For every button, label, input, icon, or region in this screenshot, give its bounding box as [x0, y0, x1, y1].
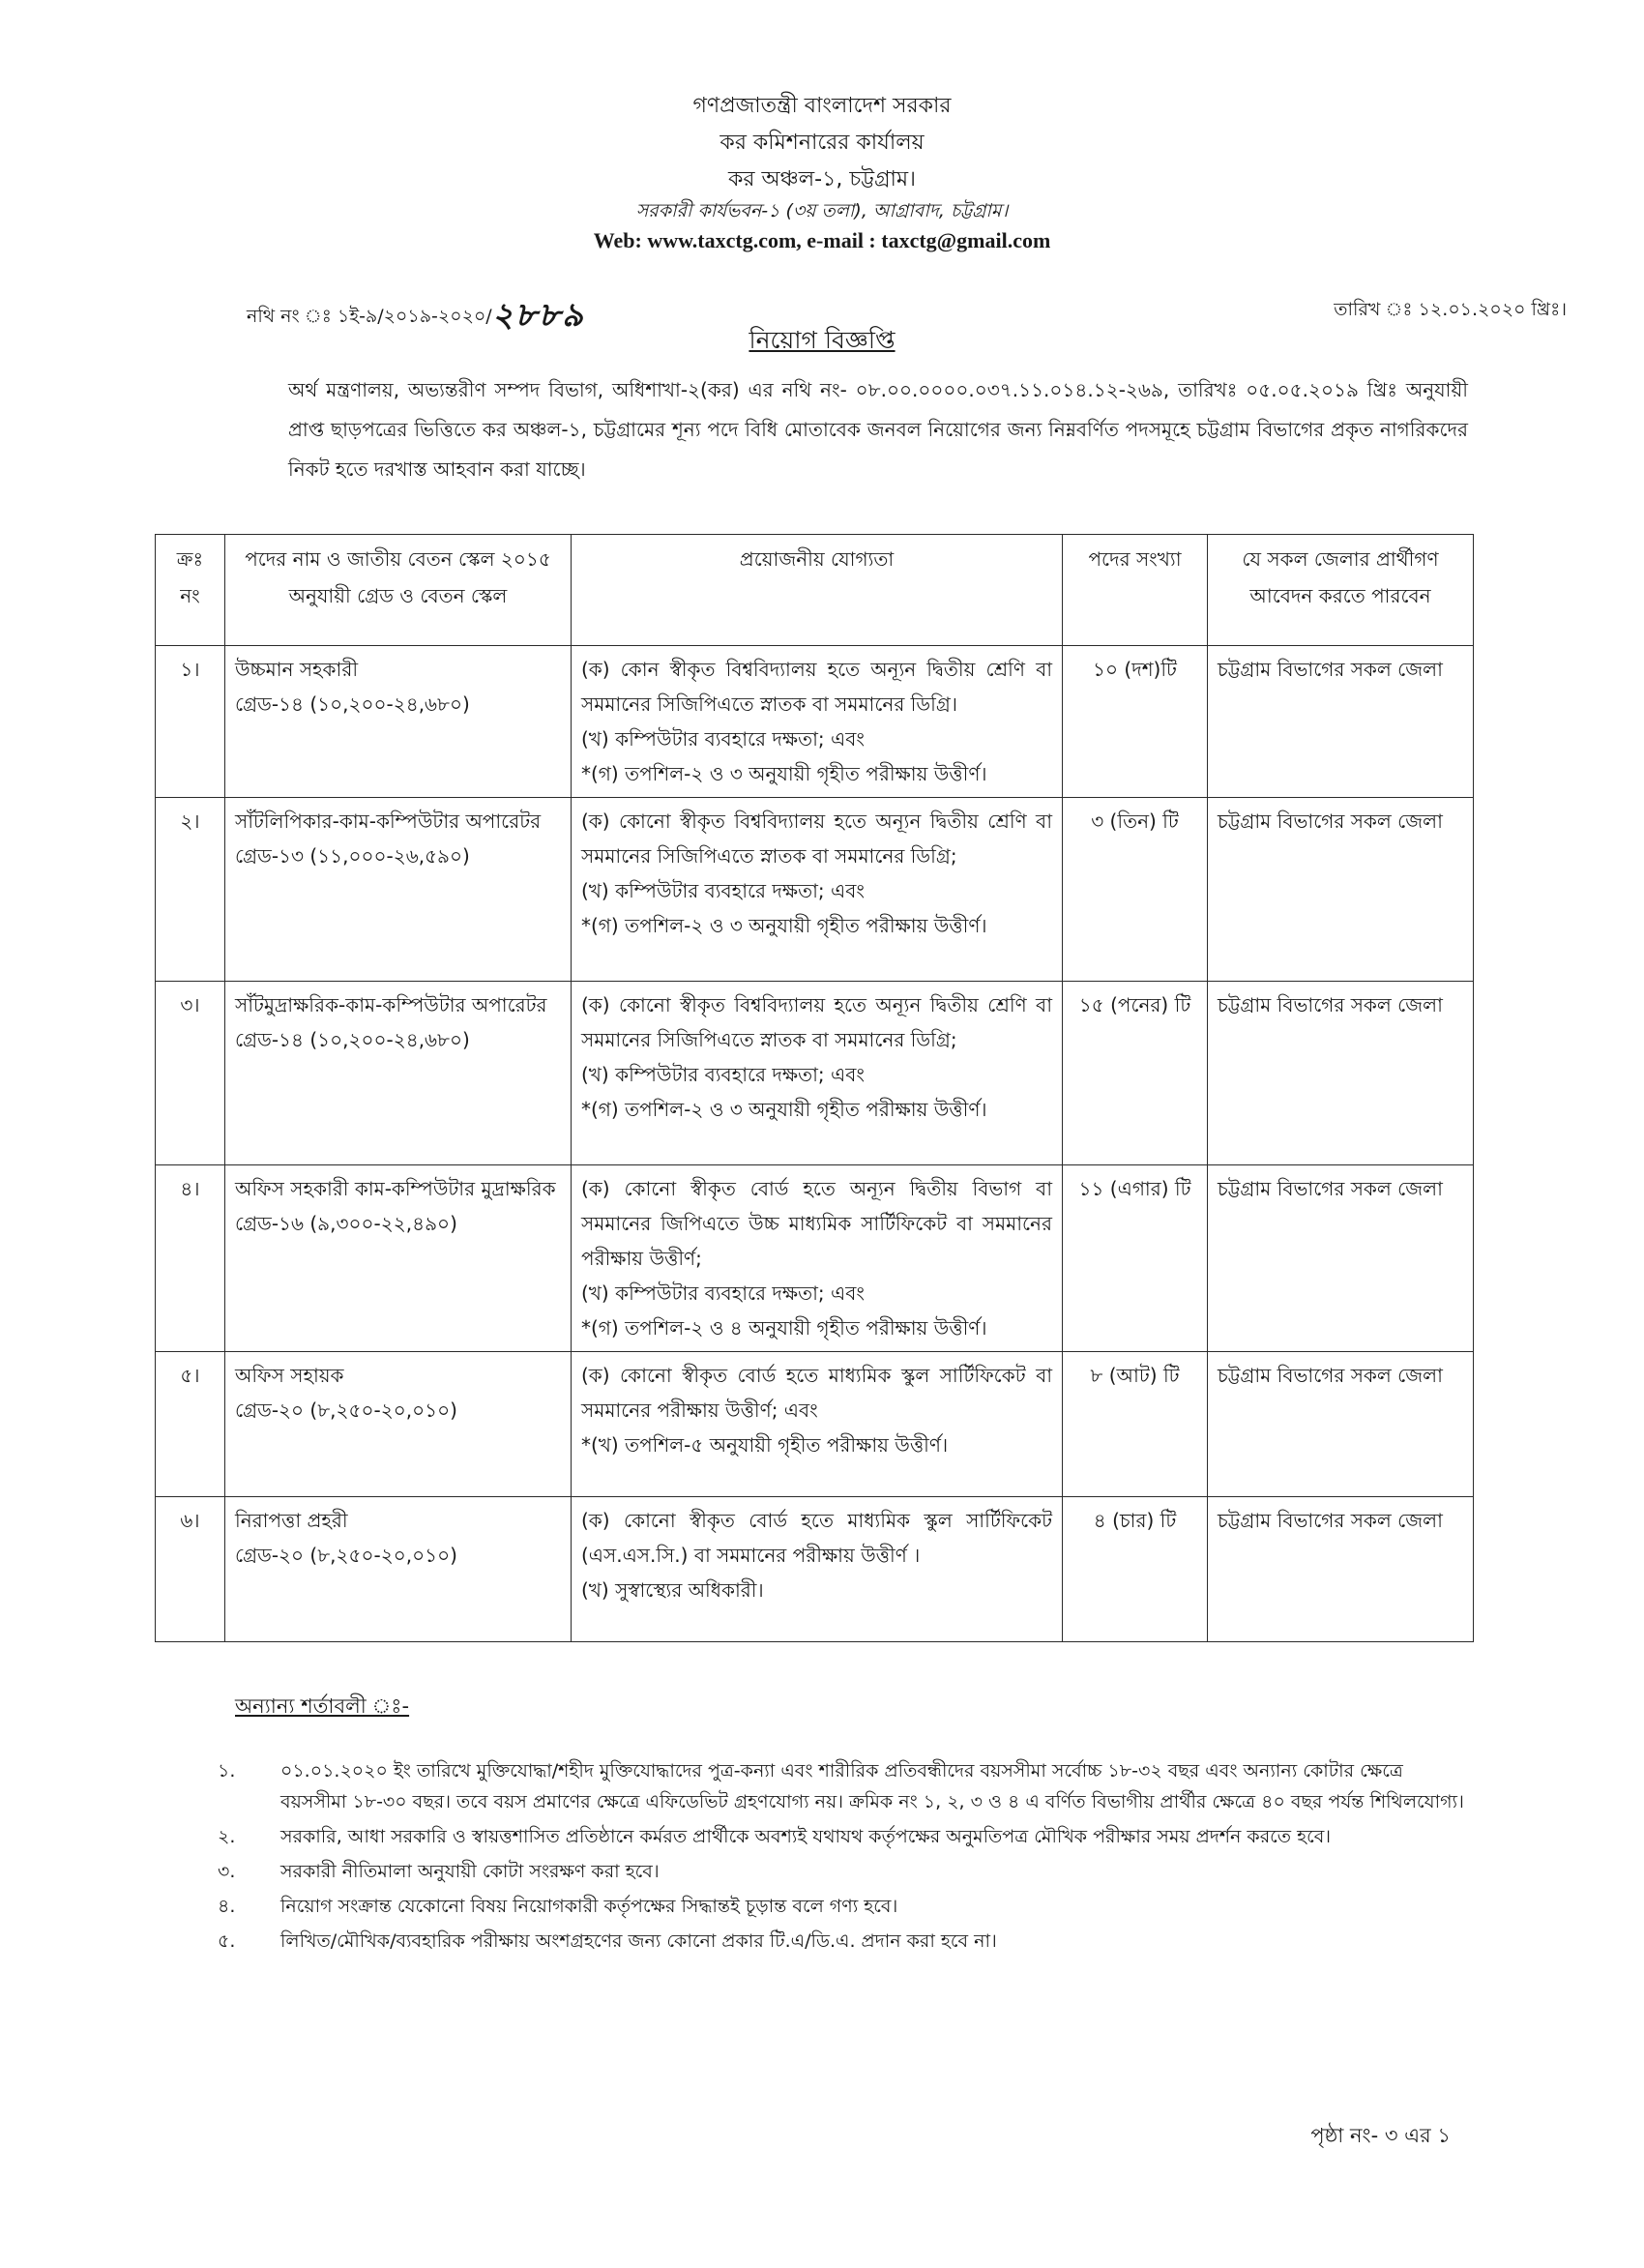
qualification-item: *(গ) তপশিল-২ ও ৪ অনুযায়ী গৃহীত পরীক্ষায় উত্তীর্ণ।	[581, 1316, 987, 1340]
row-count	[1063, 982, 1208, 1165]
qualification-item: (ক) কোন স্বীকৃত বিশ্ববিদ্যালয় হতে অন্যূন দ্বিতীয় শ্রেণি বা সমমানের সিজিপিএতে স্নাতক বা সমমানের ডিগ্রি।	[581, 658, 1052, 716]
reference-handwritten: ২৮৮৯	[491, 296, 585, 335]
qualification-item: (ক) কোনো স্বীকৃত বোর্ড হতে মাধ্যমিক স্কুল সার্টিফিকেট বা সমমানের পরীক্ষায় উত্তীর্ণ; এবং	[581, 1364, 1052, 1422]
row-serial	[156, 646, 225, 798]
serial-text: ৬।	[180, 1509, 200, 1532]
header-count: পদের সংখ্যা	[1063, 535, 1208, 646]
post-name: অফিস সহকারী কাম-কম্পিউটার মুদ্রাক্ষরিক	[235, 1177, 556, 1200]
table-row	[156, 1165, 1474, 1352]
post-count: ১১ (এগার) টি	[1078, 1177, 1191, 1200]
vacancy-table	[155, 534, 1474, 1642]
post-name: উচ্চমান সহকারী	[235, 658, 359, 681]
qualification-item: (ক) কোনো স্বীকৃত বিশ্ববিদ্যালয় হতে অন্যূন দ্বিতীয় শ্রেণি বা সমমানের সিজিপিএতে স্নাতক বা সমমানের ডিগ্রি;	[581, 810, 1052, 868]
row-districts	[1208, 982, 1474, 1165]
row-qualification	[572, 646, 1063, 798]
row-count	[1063, 1165, 1208, 1352]
row-qualification	[572, 1497, 1063, 1642]
row-post	[225, 646, 572, 798]
header-zone: কর অঞ্চল-১, চট্টগ্রাম।	[727, 167, 917, 191]
row-post	[225, 1497, 572, 1642]
qualification-item: (ক) কোনো স্বীকৃত বোর্ড হতে অন্যূন দ্বিতীয় বিভাগ বা সমমানের জিপিএতে উচ্চ মাধ্যমিক সার্টিফিকেট বা সমমানের পরীক্ষায় উত্তীর্ণ;	[581, 1177, 1052, 1270]
post-count: ৩ (তিন) টি	[1091, 810, 1179, 833]
row-districts	[1208, 1352, 1474, 1497]
table-row	[156, 982, 1474, 1165]
reference-label: নথি নং ঃ ১ই-৯/২০১৯-২০২০/	[247, 306, 492, 327]
eligible-districts: চট্টগ্রাম বিভাগের সকল জেলা	[1218, 1177, 1443, 1200]
intro-paragraph: অর্থ মন্ত্রণালয়, অভ্যন্তরীণ সম্পদ বিভাগ, অধিশাখা-২(কর) এর নথি নং- ০৮.০০.০০০০.০৩৭.১১.০১৪.১২-২৬৯, তারিখঃ ০৫.০৫.২০১৯ খ্রিঃ অনুযায়ী প্রাপ্ত ছাড়পত্রের ভিত্তিতে কর অঞ্চল-১, চট্টগ্রামের শূন্য পদে বিধি মোতাবেক জনবল নিয়োগের জন্য নিম্নবর্ণিত পদসমূহে চট্টগ্রাম বিভাগের প্রকৃত নাগরিকদের নিকট হতে দরখাস্ত আহবান করা যাচ্ছে।	[288, 378, 1468, 481]
notice-date: তারিখ ঃ ১২.০১.২০২০ খ্রিঃ।	[1334, 299, 1567, 320]
post-name: নিরাপত্তা প্রহরী	[235, 1509, 348, 1532]
condition-text: লিখিত/মৌখিক/ব্যবহারিক পরীক্ষায় অংশগ্রহণের জন্য কোনো প্রকার টি.এ/ডি.এ. প্রদান করা হবে না।	[280, 1930, 997, 1952]
table-row	[156, 1352, 1474, 1497]
serial-text: ৪।	[180, 1177, 200, 1200]
row-post	[225, 1165, 572, 1352]
row-qualification	[572, 1352, 1063, 1497]
eligible-districts: চট্টগ্রাম বিভাগের সকল জেলা	[1218, 1509, 1443, 1532]
qualification-item: *(গ) তপশিল-২ ও ৩ অনুযায়ী গৃহীত পরীক্ষায় উত্তীর্ণ।	[581, 914, 987, 937]
post-grade: গ্রেড-১৪ (১০,২০০-২৪,৬৮০)	[235, 1028, 470, 1051]
serial-text: ২।	[180, 810, 200, 833]
header-serial: ক্রঃ নং	[156, 535, 225, 646]
header-post: পদের নাম ও জাতীয় বেতন স্কেল ২০১৫ অনুযায়ী গ্রেড ও বেতন স্কেল	[225, 535, 572, 646]
qualification-item: (ক) কোনো স্বীকৃত বিশ্ববিদ্যালয় হতে অন্যূন দ্বিতীয় শ্রেণি বা সমমানের সিজিপিএতে স্নাতক বা সমমানের ডিগ্রি;	[581, 993, 1052, 1051]
table-row	[156, 646, 1474, 798]
condition-number: ৫.	[218, 1930, 236, 1952]
eligible-districts: চট্টগ্রাম বিভাগের সকল জেলা	[1218, 658, 1443, 681]
header-qualification: প্রয়োজনীয় যোগ্যতা	[572, 535, 1063, 646]
header-office: কর কমিশনারের কার্যালয়	[719, 131, 925, 155]
condition-number: ২.	[218, 1826, 236, 1847]
row-post	[225, 982, 572, 1165]
qualification-item: (ক) কোনো স্বীকৃত বোর্ড হতে মাধ্যমিক স্কুল সার্টিফিকেট (এস.এস.সি.) বা সমমানের পরীক্ষায় উত্তীর্ণ ।	[581, 1509, 1052, 1567]
post-name: সাঁটমুদ্রাক্ষরিক-কাম-কম্পিউটার অপারেটর	[235, 993, 547, 1016]
row-count	[1063, 798, 1208, 982]
row-serial	[156, 982, 225, 1165]
qualification-item: (খ) সুস্বাস্থ্যের অধিকারী।	[581, 1578, 764, 1602]
post-grade: গ্রেড-১৬ (৯,৩০০-২২,৪৯০)	[235, 1212, 457, 1235]
row-count	[1063, 1497, 1208, 1642]
row-qualification	[572, 798, 1063, 982]
condition-item	[218, 1926, 1465, 1957]
post-count: ৮ (আট) টি	[1090, 1364, 1180, 1387]
qualification-item: (খ) কম্পিউটার ব্যবহারে দক্ষতা; এবং	[581, 879, 865, 902]
serial-text: ৩।	[180, 993, 200, 1016]
row-districts	[1208, 646, 1474, 798]
row-serial	[156, 1352, 225, 1497]
condition-text: সরকারি, আধা সরকারি ও স্বায়ত্তশাসিত প্রতিষ্ঠানে কর্মরত প্রার্থীকে অবশ্যই যথাযথ কর্তৃপক্ষের অনুমতিপত্র মৌখিক পরীক্ষার সময় প্রদর্শন করতে হবে।	[280, 1826, 1332, 1847]
eligible-districts: চট্টগ্রাম বিভাগের সকল জেলা	[1218, 810, 1443, 833]
eligible-districts: চট্টগ্রাম বিভাগের সকল জেলা	[1218, 1364, 1443, 1387]
row-qualification	[572, 982, 1063, 1165]
condition-text: সরকারী নীতিমালা অনুযায়ী কোটা সংরক্ষণ করা হবে।	[280, 1861, 660, 1882]
row-serial	[156, 1497, 225, 1642]
row-qualification	[572, 1165, 1063, 1352]
condition-number: ৪.	[218, 1896, 236, 1917]
serial-text: ১।	[180, 658, 200, 681]
conditions-title: অন্যান্য শর্তাবলী ঃ-	[235, 1694, 410, 1718]
row-count	[1063, 646, 1208, 798]
qualification-item: (খ) কম্পিউটার ব্যবহারে দক্ষতা; এবং	[581, 1281, 865, 1305]
row-serial	[156, 798, 225, 982]
post-count: ১০ (দশ)টি	[1093, 658, 1177, 681]
header-government: গণপ্রজাতন্ত্রী বাংলাদেশ সরকার	[692, 94, 952, 118]
row-serial	[156, 1165, 225, 1352]
row-districts	[1208, 1165, 1474, 1352]
conditions-list	[218, 1755, 1465, 1960]
row-districts	[1208, 1497, 1474, 1642]
row-count	[1063, 1352, 1208, 1497]
post-grade: গ্রেড-২০ (৮,২৫০-২০,০১০)	[235, 1544, 457, 1567]
post-grade: গ্রেড-২০ (৮,২৫০-২০,০১০)	[235, 1399, 457, 1422]
notice-title: নিয়োগ বিজ্ঞপ্তি	[749, 326, 895, 354]
qualification-item: (খ) কম্পিউটার ব্যবহারে দক্ষতা; এবং	[581, 727, 865, 751]
table-header-row	[156, 535, 1474, 646]
notice-title-wrap	[0, 321, 1644, 363]
header-contact: Web: www.taxctg.com, e-mail : taxctg@gmail.com	[593, 228, 1051, 252]
condition-text: নিয়োগ সংক্রান্ত যেকোনো বিষয় নিয়োগকারী কর্তৃপক্ষের সিদ্ধান্তই চূড়ান্ত বলে গণ্য হবে।	[280, 1896, 898, 1917]
row-districts	[1208, 798, 1474, 982]
serial-text: ৫।	[180, 1364, 200, 1387]
post-name: অফিস সহায়ক	[235, 1364, 344, 1387]
eligible-districts: চট্টগ্রাম বিভাগের সকল জেলা	[1218, 993, 1443, 1016]
qualification-item: *(গ) তপশিল-২ ও ৩ অনুযায়ী গৃহীত পরীক্ষায় উত্তীর্ণ।	[581, 762, 987, 785]
row-post	[225, 798, 572, 982]
table-row	[156, 798, 1474, 982]
post-count: ১৫ (পনের) টি	[1078, 993, 1191, 1016]
condition-item	[218, 1856, 1465, 1887]
row-post	[225, 1352, 572, 1497]
post-grade: গ্রেড-১৪ (১০,২০০-২৪,৬৮০)	[235, 692, 470, 716]
header-address: সরকারী কার্যভবন-১ (৩য় তলা), আগ্রাবাদ, চট্টগ্রাম।	[635, 200, 1009, 221]
qualification-item: *(খ) তপশিল-৫ অনুযায়ী গৃহীত পরীক্ষায় উত্তীর্ণ।	[581, 1433, 949, 1457]
condition-number: ৩.	[218, 1861, 236, 1882]
condition-text: ০১.০১.২০২০ ইং তারিখে মুক্তিযোদ্ধা/শহীদ মুক্তিযোদ্ধাদের পুত্র-কন্যা এবং শারীরিক প্রতিবন্ধীদের বয়সসীমা সর্বোচ্চ ১৮-৩২ বছর এবং অন্যান্য কোটার ক্ষেত্রে বয়সসীমা ১৮-৩০ বছর। তবে বয়স প্রমাণের ক্ষেত্রে এফিডেভিট গ্রহণযোগ্য নয়। ক্রমিক নং ১, ২, ৩ ও ৪ এ বর্ণিত বিভাগীয় প্রার্থীর ক্ষেত্রে ৪০ বছর পর্যন্ত শিথিলযোগ্য।	[280, 1760, 1464, 1812]
qualification-item: (খ) কম্পিউটার ব্যবহারে দক্ষতা; এবং	[581, 1063, 865, 1086]
post-grade: গ্রেড-১৩ (১১,০০০-২৬,৫৯০)	[235, 844, 470, 868]
condition-number: ১.	[218, 1760, 236, 1782]
condition-item	[218, 1755, 1465, 1817]
condition-item	[218, 1891, 1465, 1922]
table-row	[156, 1497, 1474, 1642]
header-districts: যে সকল জেলার প্রার্থীগণ আবেদন করতে পারবেন	[1208, 535, 1474, 646]
condition-item	[218, 1821, 1465, 1852]
page-number: পৃষ্ঠা নং- ৩ এর ১	[1310, 2124, 1451, 2147]
qualification-item: *(গ) তপশিল-২ ও ৩ অনুযায়ী গৃহীত পরীক্ষায় উত্তীর্ণ।	[581, 1098, 987, 1121]
post-count: ৪ (চার) টি	[1093, 1509, 1177, 1532]
post-name: সাঁটলিপিকার-কাম-কম্পিউটার অপারেটর	[235, 810, 542, 833]
